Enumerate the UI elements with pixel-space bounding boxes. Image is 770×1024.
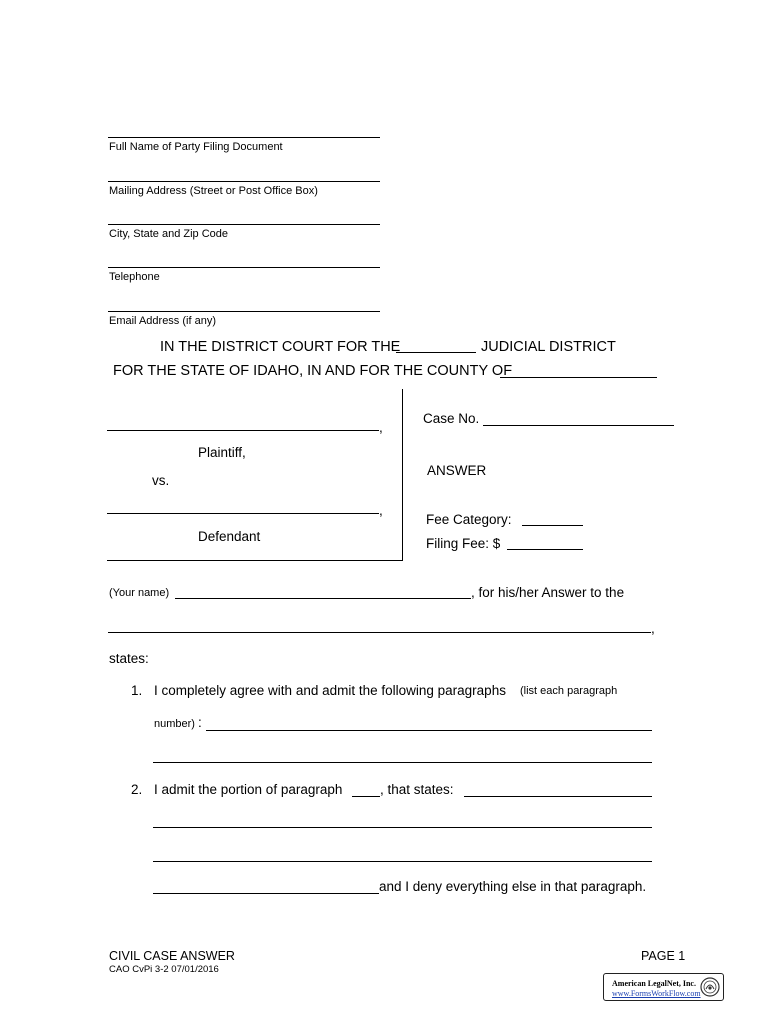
footer-page-number: PAGE 1 bbox=[641, 949, 686, 963]
case-no-label: Case No. bbox=[423, 411, 480, 426]
vs-label: vs. bbox=[152, 473, 170, 488]
legalnet-stamp bbox=[603, 973, 724, 1001]
plaintiff-comma: , bbox=[379, 420, 383, 435]
your-name-label: (Your name) bbox=[109, 587, 170, 599]
item2-statement-field-2[interactable] bbox=[153, 827, 652, 828]
answer-title: ANSWER bbox=[427, 463, 487, 478]
footer-form-code: CAO CvPi 3-2 07/01/2016 bbox=[109, 964, 219, 975]
plaintiff-label: Plaintiff, bbox=[198, 445, 246, 460]
case-no-field[interactable] bbox=[483, 425, 674, 426]
telephone-label: Telephone bbox=[109, 271, 160, 283]
item2-number: 2. bbox=[131, 782, 143, 797]
county-field[interactable] bbox=[500, 377, 657, 378]
opposing-party-field[interactable] bbox=[108, 632, 651, 633]
item1-hint: (list each paragraph bbox=[520, 685, 618, 697]
court-line1-end: JUDICIAL DISTRICT bbox=[481, 339, 616, 355]
district-number-field[interactable] bbox=[396, 352, 476, 353]
caption-divider-horizontal bbox=[107, 560, 402, 561]
stamp-company: American LegalNet, Inc. bbox=[612, 979, 696, 988]
city-state-zip-label: City, State and Zip Code bbox=[109, 228, 229, 240]
seal-icon bbox=[700, 977, 720, 997]
deny-text: and I deny everything else in that paragraph. bbox=[379, 879, 647, 894]
email-label: Email Address (if any) bbox=[109, 315, 216, 327]
item2-text-start: I admit the portion of paragraph bbox=[154, 782, 343, 797]
item2-paragraph-number-field[interactable] bbox=[352, 796, 380, 797]
fee-category-field[interactable] bbox=[522, 525, 583, 526]
filing-fee-field[interactable] bbox=[507, 549, 583, 550]
party-name-line[interactable] bbox=[108, 137, 380, 138]
item2-text-end: , that states: bbox=[380, 782, 454, 797]
fee-category-label: Fee Category: bbox=[426, 512, 512, 527]
caption-divider-vertical bbox=[402, 389, 403, 561]
telephone-line[interactable] bbox=[108, 267, 380, 268]
filing-fee-label: Filing Fee: $ bbox=[426, 536, 501, 551]
mailing-address-label: Mailing Address (Street or Post Office Box) bbox=[109, 185, 318, 197]
defendant-name-field[interactable] bbox=[107, 513, 379, 514]
stamp-website-link[interactable]: www.FormsWorkFlow.com bbox=[612, 989, 701, 998]
item2-statement-field-4[interactable] bbox=[153, 893, 379, 894]
court-line1-start: IN THE DISTRICT COURT FOR THE bbox=[160, 339, 401, 355]
item1-text: I completely agree with and admit the following paragraphs bbox=[154, 683, 506, 698]
item1-continuation: number) bbox=[154, 718, 195, 730]
plaintiff-name-field[interactable] bbox=[107, 430, 379, 431]
city-state-zip-line[interactable] bbox=[108, 224, 380, 225]
opposing-party-comma: , bbox=[651, 621, 655, 636]
states-label: states: bbox=[109, 651, 149, 666]
item2-statement-field-3[interactable] bbox=[153, 861, 652, 862]
email-line[interactable] bbox=[108, 311, 380, 312]
item1-paragraphs-field-2[interactable] bbox=[153, 762, 652, 763]
party-name-label: Full Name of Party Filing Document bbox=[109, 141, 283, 153]
mailing-address-line[interactable] bbox=[108, 181, 380, 182]
court-line2: FOR THE STATE OF IDAHO, IN AND FOR THE COUNTY OF bbox=[113, 363, 513, 379]
item2-statement-field[interactable] bbox=[464, 796, 652, 797]
footer-title: CIVIL CASE ANSWER bbox=[109, 949, 235, 963]
item1-number: 1. bbox=[131, 683, 143, 698]
your-name-field[interactable] bbox=[175, 598, 471, 599]
answer-to-text: , for his/her Answer to the bbox=[471, 585, 625, 600]
item1-colon: : bbox=[198, 715, 202, 730]
item1-paragraphs-field[interactable] bbox=[206, 730, 652, 731]
defendant-label: Defendant bbox=[198, 529, 261, 544]
defendant-comma: , bbox=[379, 503, 383, 518]
